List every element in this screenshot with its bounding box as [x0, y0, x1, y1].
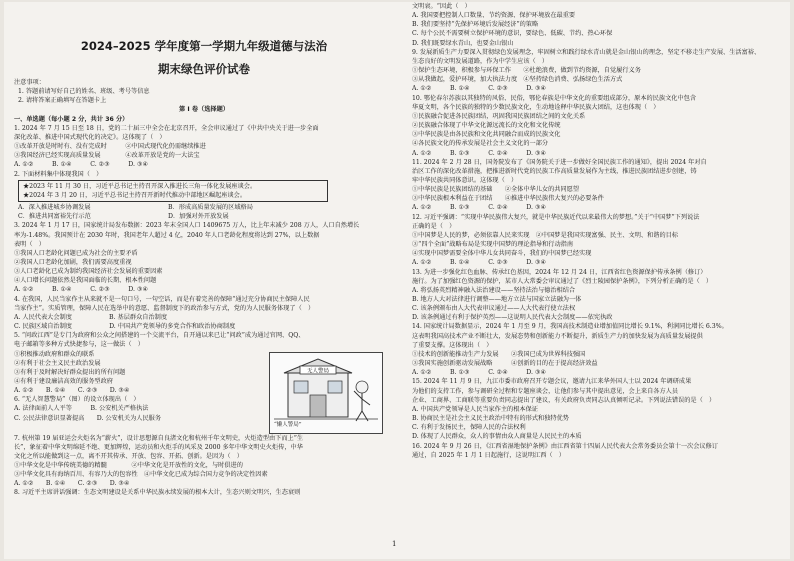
question-line: A. ①② B. ①④ C. ②③ D. ③④: [14, 480, 130, 488]
notice-item-2: 2. 请将答案正确填写在答题卡上: [18, 97, 107, 105]
question-line: 2. 下面材料集中体现我国（ ）: [14, 170, 103, 178]
question-line: ①中国梦是人民的梦，必须依靠人民来实现 ②中国梦是我国实现富强、民主、文明、和谐的目标: [412, 231, 679, 239]
question-line: 牢中华民族共同体意识。这体现（ ）: [412, 176, 518, 184]
exam-title-line2: 期末绿色评价试卷: [158, 62, 250, 76]
question-line: ④有利于建设廉洁高效的服务型政府: [14, 378, 113, 385]
part-heading: 第 I 卷（选择题）: [179, 106, 229, 114]
question-line: ②我国人口老龄化加剧，我们需要高度重视: [14, 258, 132, 266]
option: D．加强对外开放发展: [168, 213, 229, 221]
question-line: 7. 杭州第 19 届亚运会火炬名为“薪火”，设计思想源自良渚文化和杭州千年文明史，火炬造型由下而上”生: [14, 434, 304, 442]
question-line: ④实现中国梦需要全体中华儿女共同奋斗，我们的中国梦已经实现: [412, 250, 592, 258]
question-line: 12. 习近平强调：“实现中华民族伟大复兴，就是中华民族近代以来最伟大的梦想。”关于“中国梦”下列说法: [412, 213, 700, 221]
section-heading: 一、单选题（每小题 2 分，共计 36 分）: [14, 115, 129, 123]
option: A．深入推进城乡协调发展: [18, 204, 91, 212]
question-line: 深化改革、推进中国式现代化的决定》。这体现了（ ）: [14, 133, 166, 141]
question-line: 当家作主”。实质管理，保障人民在选举中的意愿、监督制度下的政治参与方式，党的为人民服务体现了（ ）: [14, 304, 315, 312]
question-line: ④人口增长问题依然是我国面临的长期、根本性问题: [14, 277, 157, 285]
question-line: 13. 为进一步强化红色血脉、传承红色基因，2024 年 12 月 24 日，江西省红色资源保护传承条例（修订）: [412, 268, 707, 276]
question-line: C. 有利于发扬民主，保障人民的合法权利: [412, 424, 526, 432]
question-line: 1. 2024 年 7 月 15 日至 18 日，党的二十届三中全会在北京召开，全会审议通过了《中共中央关于进一步全面: [14, 124, 319, 132]
question-line: 6. “无人智慧警局”（图）的设立体现出（ ）: [14, 396, 140, 404]
question-line: 11. 2024 年 2 月 28 日，国务院发布了《国务院关于进一步做好全国民族工作的通知》，提出 2024 年对自: [412, 158, 707, 166]
page-number: 1: [392, 540, 397, 548]
question-line: ①改革开放是时时有、没有完成时 ②中国式现代化仍需继续推进: [14, 143, 206, 151]
notice-heading: 注意事项：: [14, 79, 45, 86]
question-line: 这表明我国高技术产业不断壮大，发展态势和创新能力不断提升，新质生产力的加快发展为高质量发展提供: [412, 332, 703, 340]
question-line: A. ①② B. ①④ C. ②③ D. ③④: [14, 161, 149, 169]
question-line: ①中华民族是民族团结的基础 ②全体中华儿女的共同愿望: [412, 186, 580, 194]
question-line: 通过，自 2025 年 1 月 1 日起施行，这说明江西（ ）: [412, 451, 565, 459]
question-line: 治区工作的深化改革措施，把推进新时代党的民族工作高质量发展作为主线，推进民族团结进步创建，铸: [412, 167, 697, 175]
question-line: A. 人民代表大会制度 B. 基层群众自治制度: [14, 313, 168, 321]
exam-paper: [4, 2, 790, 559]
question-line: ③“四个全面”战略布局是实现中国梦的理论指导和行动指南: [412, 241, 574, 249]
question-line: A. ①② B. ①③ C. ②④ D. ③④: [412, 369, 547, 377]
cartoon-caption: “懒人警局”: [274, 422, 302, 429]
question-line: 4. 在我国，人民当家作主从来就不是一句口号，一句空话，而是有着完善的保障“通过充分协商民主保障人民: [14, 295, 310, 303]
option: C．推进共同富裕先行示范: [18, 213, 91, 221]
question-line: ③人口老龄化已成为制约我国经济社会发展的重要因素: [14, 268, 163, 276]
question-line: ①我国人口老龄化问题已成为社会的主要矛盾: [14, 249, 138, 257]
question-line: C. 民族区域自治制度 D. 中国共产党领导的多党合作和政治协商制度: [14, 323, 236, 331]
option: B．形成高质量发展的区域格局: [168, 204, 253, 212]
question-line: ①保护生态环境，积极参与环保工作 ②杜绝浪费，做到节约资源，自觉履行义务: [412, 67, 641, 75]
question-with-figure: [14, 350, 394, 434]
question-line: B. 地方人大对法律进行调整——地方立法与国家立法融为一体: [412, 296, 582, 303]
question-line: C. 公民法律意识显著提高 D. 公安机关为人民服务: [14, 414, 162, 422]
question-line: 9. 发展新质生产力要深入贯彻绿色发展理念，牢固树立和践行绿水青山就是金山银山的理念，坚定不移走生产发展、生活富裕、: [412, 48, 761, 56]
question-line: A. ①② B. ①④ C. ②③ D. ③④: [14, 286, 149, 294]
options-row: [14, 212, 394, 221]
police-station-cartoon: [269, 352, 383, 434]
question-line: 长”，象征着中华文明绵延不绝、更加辉煌，运动员和火炬手的风采及 2000 多年中华文明史火炬传，中华: [14, 443, 303, 451]
question-line: 5. “问政江西”是专门为政府和公众之间搭建的一个交流平台，自开通以来已让“问政”成为通过官网、QQ、: [14, 332, 305, 340]
notice-item-1: 1. 答题前请写好自己的姓名、班级、考号等信息: [18, 88, 150, 96]
left-column: [14, 8, 394, 498]
question-line: ①中华文化是中华传统美德的精髓 ②中华文化是开放性的文化，与时俱进的: [14, 462, 243, 469]
question-line: 8. 习近平主席讲话强调：生态文明建设是关系中华民族永续发展的根本大计，生态兴则文明兴，生态衰则: [14, 489, 301, 497]
question-line: 10. 鄂伦春尔苏族以其独特的风俗、民俗，鄂伦春族是中华文化的重要组成部分，原本的民族文化中包含: [412, 94, 697, 102]
question-line: ③从我做起，爱护环境，加大执法力度 ④坚持绿色消费、弘扬绿色生活方式: [412, 76, 623, 84]
question-line: C. 每个公民不需要树立保护环境的意识，要绿色、低碳、节约、热心环保: [412, 30, 613, 38]
material-line: ★2024 年 3 月 20 日，习近平总书记主持召开新时代推动中部地区崛起座谈会。: [23, 191, 247, 199]
right-column: [412, 2, 784, 460]
question-line: 生态良好的文明发展道路，作为中学生应该（ ）: [412, 57, 549, 65]
question-line: 电子邮箱等多种方式快捷参与，这一做法（ ）: [14, 341, 144, 349]
question-line: ③中华民族根本利益在于团结 ④推进中华民族伟大复兴的必要条件: [412, 195, 604, 203]
question-line: 率为-1.48%。我国预计在 2030 年时，我国老年人超过 4 亿，2040 年人口老龄化程度将达到 27%，以上数据: [14, 231, 320, 239]
question-line: ③有利于及时解决好群众提出的所有问题: [14, 368, 126, 376]
exam-title-line1: 2024–2025 学年度第一学期九年级道德与法治: [80, 39, 328, 53]
question-line: 3. 2024 年 1 月 17 日，国家统计局发布数据：2023 年末全国人口 1409675 万人，比上年末减少 208 万人，人口自然增长: [14, 222, 360, 230]
question-line: 为他们的支持工作，参与调研全过程和专题座谈会，让他们参与其中提出意见，会上来自各方人员: [412, 387, 679, 395]
question-line: A. ①② B. ①③ C. ②④ D. ③④: [412, 204, 547, 212]
question-line: A. 法律面前人人平等 B. 公安机关严格执法: [14, 405, 149, 413]
question-line: 企业、工商界、工商联等重要负责同志提出了建议，有关政府负责同志认真倾听记录。下列说法错误的是（ ）: [412, 396, 716, 404]
question-line: A. 我国要把控制人口数量、节约资源、保护环境放在最重要: [412, 12, 576, 20]
question-line: A. ①② B. ①③ C. ②④ D. ③④: [412, 149, 547, 157]
question-line: ①民族融合促进各民族团结，巩固我国民族团结之间的文化关系: [412, 112, 586, 120]
question-line: 正确的是（ ）: [412, 222, 456, 230]
question-line: ①技术的创新能推动生产力发展 ②我国已成为世界科技强国: [412, 350, 586, 358]
station-sign: 无人警局: [306, 368, 330, 375]
question-line: ④各民族文化的传承发展是社会主义文化的一部分: [412, 140, 549, 148]
options-row: [14, 203, 394, 212]
question-line: 施行。为了加强红色资源的保护，某市人大常委会审议通过了《烈士陵园保护条例》，下列分析正确的是（ ）: [412, 277, 713, 285]
question-line: B. 我们要坚持“先保护环境后发展经济”的策略: [412, 21, 539, 29]
material-box: [18, 180, 328, 202]
question-line: ③我国经济已经实现高质量发展 ④改革开放是党的一大法宝: [14, 152, 200, 160]
question-line: 了重要支撑。这体现出（ ）: [412, 341, 493, 349]
question-line: ③中华文化具有海纳百川、有容乃大的包容性 ④中华文化已成为综合国力竞争的决定性因素: [14, 471, 268, 479]
question-line: ②民族融合体现了中华文化源远流长的文化和文化传统: [412, 122, 561, 130]
question-line: 16. 2024 年 9 月 26 日，《江西省湿地保护条例》由江西省第十四届人民代表大会常务委员会第十一次会议修订: [412, 442, 718, 450]
question-line: 华夏文明，各个民族的独特的少数民族文化，生动地诠释中华民族大团结，这也体现（ ）: [412, 103, 660, 111]
question-line: A. ①② B. ①④ C. ②③ D. ③④: [412, 85, 547, 93]
question-line: ②有利于社会主义民主政治发展: [14, 359, 101, 367]
question-line: A. 中国共产党领导是人民当家作主的根本保证: [412, 405, 538, 413]
question-line: C. 该条例颁布由人大代表审议通过——人大代表行使立法权: [412, 305, 576, 313]
figure-question-lines: [14, 350, 269, 423]
question-line: ③我国实施创新驱动发展战略 ④创新的目的在于提高经济效益: [412, 360, 598, 368]
question-line: D. 体现了人民群众，众人的事情由众人商量是人民民主的本质: [412, 433, 582, 441]
question-line: A. ①② B. ①④ C. ②③ D. ③④: [14, 387, 130, 395]
question-line: B. 协商民主是社会主义民主政治中特有的形式和独特优势: [412, 415, 569, 423]
question-line: 文化之所以能做到这一点，离不开其传承、开放、包容、开拓、创新。是因为（ ）: [14, 452, 243, 460]
question-line: 文明衰。“因此（ ）: [412, 3, 471, 10]
question-line: A. ①② B. ①④ C. ②③ D. ③④: [412, 259, 547, 267]
question-line: D. 该条例通过有利于保护英烈——这说明人民代表大会制度——依宪执政: [412, 314, 613, 322]
question-line: D. 我们既要绿水青山，也要金山银山: [412, 39, 514, 47]
material-line: ★2023 年 11 月 30 日，习近平总书记主持召开深入推进长三角一体化发展座谈会。: [23, 182, 257, 190]
question-line: ③中华民族是由各民族和文化共同融合而成的民族文化: [412, 131, 561, 139]
question-line: 14. 国家统计局数据显示，2024 年 1 月至 9 月，我国高技术制造业增加值同比增长 9.1%，利润同比增长 6.3%。: [412, 323, 728, 331]
question-line: 15. 2024 年 11 月 9 日，九江市委市政府召开专题会议，邀请九江来华外国人士以 2024 年调研成果: [412, 378, 692, 386]
question-line: 表明（ ）: [14, 240, 45, 248]
question-line: A. 将弘扬英烈精神融入法治建设——坚持法治与德治相结合: [412, 286, 576, 294]
question-line: ①积极推动政府和群众的联系: [14, 350, 95, 358]
